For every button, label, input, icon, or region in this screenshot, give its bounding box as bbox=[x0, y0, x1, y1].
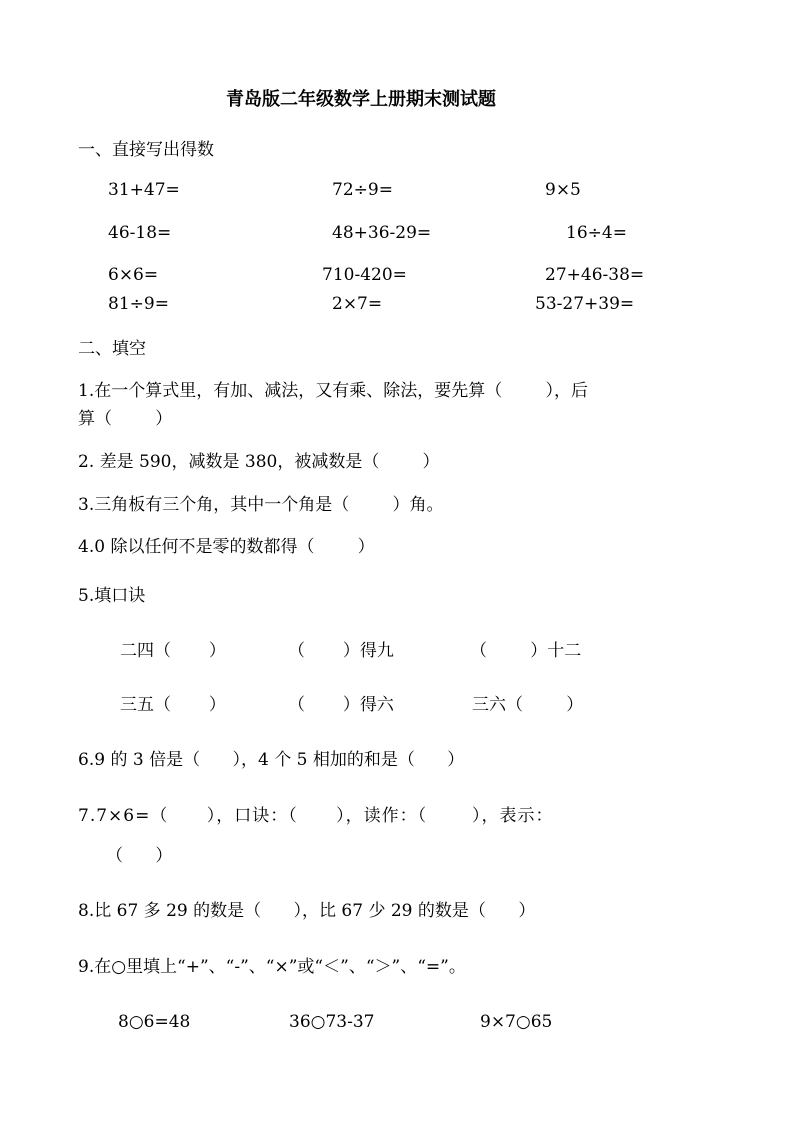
compare-item: 36○73-37 bbox=[289, 1012, 375, 1032]
rhyme-blank: （ ）得九 bbox=[288, 641, 394, 661]
calc-item: 27+46-38= bbox=[545, 265, 645, 285]
rhyme-blank: 三六（ ） bbox=[472, 695, 584, 715]
calc-item: 81÷9= bbox=[108, 294, 169, 314]
calc-item: 16÷4= bbox=[566, 223, 627, 243]
rhyme-blank: （ ）得六 bbox=[288, 695, 394, 715]
rhyme-blank: 三五（ ） bbox=[120, 695, 226, 715]
page-title: 青岛版二年级数学上册期末测试题 bbox=[226, 89, 496, 110]
compare-item: 8○6=48 bbox=[118, 1012, 191, 1032]
question-8: 8.比 67 多 29 的数是（ ），比 67 少 29 的数是（ ） bbox=[78, 901, 536, 921]
question-3: 3.三角板有三个角，其中一个角是（ ）角。 bbox=[78, 495, 444, 515]
calc-item: 710-420= bbox=[322, 265, 407, 285]
calc-item: 31+47= bbox=[108, 180, 180, 200]
calc-item: 72÷9= bbox=[332, 180, 393, 200]
question-1-line-1: 1.在一个算式里，有加、减法，又有乘、除法，要先算（ ），后 bbox=[78, 381, 588, 401]
compare-item: 9×7○65 bbox=[480, 1012, 553, 1032]
rhyme-blank: 二四（ ） bbox=[120, 641, 226, 661]
calc-item: 2×7= bbox=[332, 294, 383, 314]
calc-item: 46-18= bbox=[108, 223, 172, 243]
calc-item: 9×5 bbox=[545, 180, 581, 200]
rhyme-blank: （ ）十二 bbox=[470, 641, 582, 661]
question-1-line-2: 算（ ） bbox=[78, 409, 173, 429]
question-7-line-1: 7.7×6=（ ），口诀：（ ），读作：（ ），表示： bbox=[78, 806, 554, 826]
question-4: 4.0 除以任何不是零的数都得（ ） bbox=[78, 537, 375, 557]
calc-item: 6×6= bbox=[108, 265, 159, 285]
question-6: 6.9 的 3 倍是（ ），4 个 5 相加的和是（ ） bbox=[78, 750, 465, 770]
calc-item: 48+36-29= bbox=[332, 223, 432, 243]
section-2-heading: 二、填空 bbox=[78, 339, 146, 359]
question-5: 5.填口诀 bbox=[78, 586, 146, 606]
question-7-line-2: （ ） bbox=[106, 846, 173, 866]
question-9: 9.在○里填上“+”、“-”、“×”或“＜”、“＞”、“=”。 bbox=[78, 957, 466, 977]
calc-item: 53-27+39= bbox=[535, 294, 635, 314]
section-1-heading: 一、直接写出得数 bbox=[78, 140, 214, 160]
question-2: 2. 差是 590，减数是 380，被减数是（ ） bbox=[78, 452, 440, 472]
